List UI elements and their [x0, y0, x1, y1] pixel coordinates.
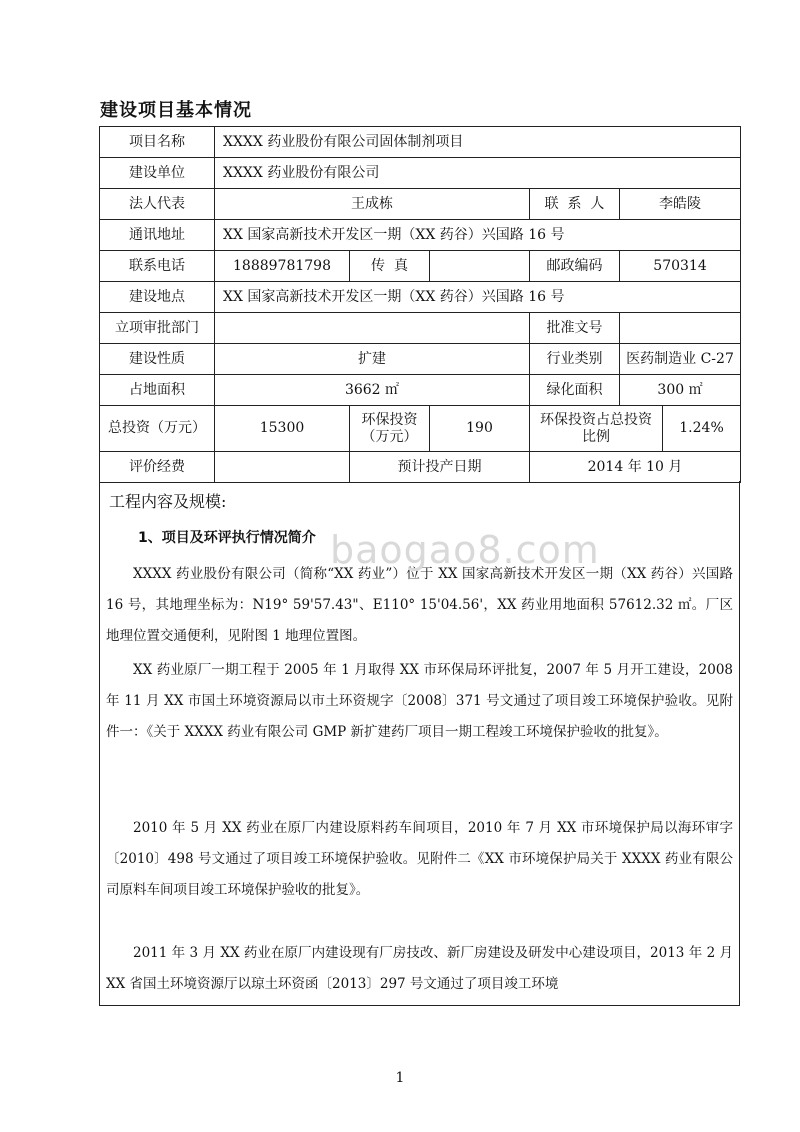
table-row — [100, 127, 741, 158]
env-ratio-value: 1.24% — [663, 406, 741, 452]
unit-label: 建设单位 — [100, 158, 215, 189]
project-name-label: 项目名称 — [100, 127, 215, 158]
nature-value: 扩建 — [215, 344, 530, 375]
table-row — [100, 375, 741, 406]
nature-label: 建设性质 — [100, 344, 215, 375]
site-value: XX 国家高新技术开发区一期（XX 药谷）兴国路 16 号 — [215, 282, 741, 313]
green-label: 绿化面积 — [530, 375, 620, 406]
paragraph-location: XXXX 药业股份有限公司（简称“XX 药业”）位于 XX 国家高新技术开发区一期（XX 药谷）兴国路 16 号，其地理坐标为：N19° 59'57.43"、E110° 15'04.56'，XX 药业用地面积 57612.32 ㎡。厂区地理位置交通便利，见附图 1 地理位置图。 — [106, 566, 733, 644]
area-label: 占地面积 — [100, 375, 215, 406]
postcode-label: 邮政编码 — [530, 251, 620, 282]
project-info-table — [99, 126, 741, 483]
table-row — [100, 406, 741, 452]
env-ratio-label: 环保投资占总投资比例 — [530, 406, 663, 452]
table-row — [100, 344, 741, 375]
table-row — [100, 158, 741, 189]
legal-value: 王成栋 — [215, 189, 530, 220]
green-value: 300 ㎡ — [620, 375, 741, 406]
contact-value: 李皓陵 — [620, 189, 741, 220]
start-label: 预计投产日期 — [350, 452, 530, 483]
industry-label: 行业类别 — [530, 344, 620, 375]
table-row — [100, 189, 741, 220]
paragraph-raw-material: 2010 年 5 月 XX 药业在原厂内建设原料药车间项目，2010 年 7 月 XX 市环境保护局以海环审字〔2010〕498 号文通过了项目竣工环境保护验收。见附件二《XX 市环境保护局关于 XXXX 药业有限公司原料车间项目竣工环境保护验收的批复》。 — [106, 820, 733, 898]
env-invest-value: 190 — [430, 406, 530, 452]
approval-no-value — [620, 313, 741, 344]
table-row — [100, 251, 741, 282]
env-invest-label: 环保投资（万元） — [350, 406, 430, 452]
project-name-value: XXXX 药业股份有限公司固体制剂项目 — [215, 127, 741, 158]
industry-value: 医药制造业 C-27 — [620, 344, 741, 375]
page-number: 1 — [395, 1070, 405, 1086]
site-label: 建设地点 — [100, 282, 215, 313]
address-label: 通讯地址 — [100, 220, 215, 251]
contact-label: 联 系 人 — [530, 189, 620, 220]
section-title: 1、项目及环评执行情况简介 — [138, 530, 316, 546]
approval-dept-label: 立项审批部门 — [100, 313, 215, 344]
page-title: 建设项目基本情况 — [100, 100, 252, 121]
content-heading: 工程内容及规模: — [109, 492, 227, 511]
fax-label: 传 真 — [350, 251, 430, 282]
paragraph-phase-one: XX 药业原厂一期工程于 2005 年 1 月取得 XX 市环保局环评批复，2007 年 5 月开工建设，2008 年 11 月 XX 市国土环境资源局以市土环资规字〔2008〕371 号文通过了项目竣工环境保护验收。见附件一：《关于 XXXX 药业有限公司 GMP 新扩建药厂项目一期工程竣工环境保护验收的批复》。 — [106, 662, 733, 740]
fee-label: 评价经费 — [100, 452, 215, 483]
approval-no-label: 批准文号 — [530, 313, 620, 344]
unit-value: XXXX 药业股份有限公司 — [215, 158, 741, 189]
postcode-value: 570314 — [620, 251, 741, 282]
fax-value — [430, 251, 530, 282]
phone-value: 18889781798 — [215, 251, 350, 282]
approval-dept-value — [215, 313, 530, 344]
investment-value: 15300 — [215, 406, 350, 452]
paragraph-expansion: 2011 年 3 月 XX 药业在原厂内建设现有厂房技改、新厂房建设及研发中心建设项目，2013 年 2 月 XX 省国土环境资源厅以琼土环资函〔2013〕297 号文通过了项目竣工环境 — [106, 945, 733, 992]
investment-label: 总投资（万元） — [100, 406, 215, 452]
table-row — [100, 220, 741, 251]
legal-label: 法人代表 — [100, 189, 215, 220]
watermark: baogao8.com — [330, 528, 600, 572]
table-row — [100, 313, 741, 344]
fee-value — [215, 452, 350, 483]
area-value: 3662 ㎡ — [215, 375, 530, 406]
phone-label: 联系电话 — [100, 251, 215, 282]
address-value: XX 国家高新技术开发区一期（XX 药谷）兴国路 16 号 — [215, 220, 741, 251]
table-row — [100, 452, 741, 483]
table-row — [100, 282, 741, 313]
start-value: 2014 年 10 月 — [530, 452, 741, 483]
